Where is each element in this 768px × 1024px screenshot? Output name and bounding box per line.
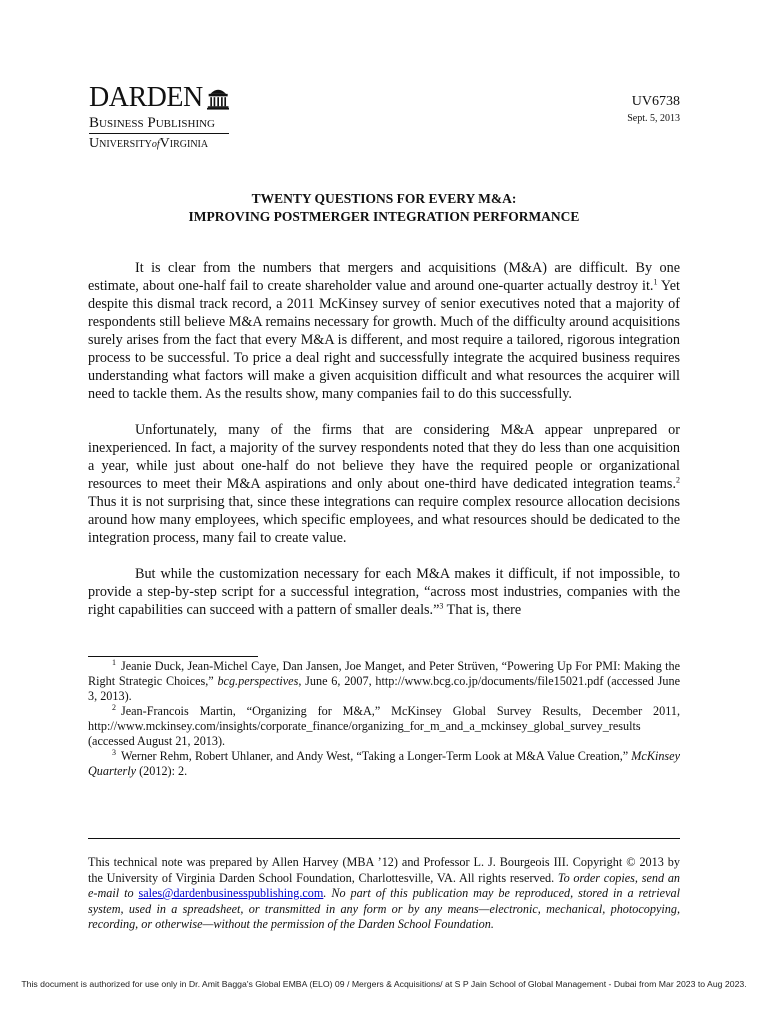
document-title [88, 190, 680, 226]
footnote-1: $^1$ Jeanie Duck, Jean-Michel Caye, Dan Jansen, Joe Manget, and Peter Strüven, “Powering Up For PMI: Making the Right Strategic Choices,” bcg.perspectives, June 6, 2007, http://www.bcg.co.jp/documents/file15021.pdf (accessed June 3, 2013). [88, 657, 680, 703]
footnote-3: $^3$ Werner Rehm, Robert Uhlaner, and Andy West, “Taking a Longer-Term Look at M&A Value Creation,” McKinsey Quarterly (2012): 2. [88, 747, 680, 778]
body-text [88, 259, 680, 637]
footnote-divider [88, 656, 258, 657]
logo-university: UniversityofVirginia [89, 136, 209, 151]
document-date: Sept. 5, 2013 [627, 113, 680, 124]
footnote-2: $^2$ Jean-Francois Martin, “Organizing for M&A,” McKinsey Global Survey Results, December 2011, http://www.mckinsey.com/insights/corporate_finance/organizing_for_m_and_a_mckinsey_global_survey_results (accessed August 21, 2013). [88, 702, 680, 748]
darden-logo [89, 84, 229, 153]
note-divider [88, 838, 680, 839]
technical-note: This technical note was prepared by Allen Harvey (MBA ’12) and Professor L. J. Bourgeois III. Copyright © 2013 by the University of Virginia Darden School Foundation, Charlottesville, VA. All rights reserved. To order copies, send an e-mail to sales@dardenbusinesspublishing.com. No part of this publication may be reproduced, stored in a retrieval system, used in a spreadsheet, or transmitted in any form or by any means—electronic, mechanical, photocopying, recording, or otherwise—without the permission of the Darden School Foundation. [88, 855, 681, 931]
document-id [627, 94, 680, 125]
logo-business-publishing: Business Publishing [89, 115, 229, 134]
footnote-ref-2: 2 [676, 475, 680, 485]
logo-wordmark: DARDEN [89, 82, 203, 113]
footnotes [88, 659, 680, 779]
title-line-2: IMPROVING POSTMERGER INTEGRATION PERFORMANCE [188, 209, 580, 224]
document-code: UV6738 [631, 94, 680, 109]
email-link[interactable]: sales@dardenbusinesspublishing.com [138, 886, 324, 900]
authorization-notice: This document is authorized for use only in Dr. Amit Bagga's Global EMBA (ELO) 09 / Mergers & Acquisitions/ at S P Jain School of Global Management - Dubai from Mar 2023 to Aug 2023. [21, 979, 747, 989]
title-line-1: TWENTY QUESTIONS FOR EVERY M&A: [251, 191, 517, 206]
paragraph-2: Unfortunately, many of the firms that are considering M&A appear unprepared or inexperienced. In fact, a majority of the survey respondents noted that they do less than one acquisition a year, while just about one-half do not believe they have the required people or organizational resources to meet their M&A aspirations and only about one-third have dedicated integration teams.$^2$ Thus it is not surprising that, since these integrations can require complex resource allocation decisions around how many employees, which specific employees, and what resources should be dedicated to the integration process, many fail to create value. [88, 422, 680, 546]
paragraph-1: It is clear from the numbers that mergers and acquisitions (M&A) are difficult. By one estimate, about one-half fail to create shareholder value and around one-quarter actually destroy it.$^1$ Yet despite this dismal track record, a 2011 McKinsey survey of senior executives noted that a majority of respondents still believe M&A remains necessary for growth. Much of the difficulty around acquisitions surely arises from the fact that every M&A is different, and most require a tailored, rigorous integration process to be successful. To price a deal right and successfully integrate the acquired business requires understanding what factors will make a given acquisition difficult and what resources the acquirer will need to tackle them. As the results show, many companies fail to do this successfully. [88, 260, 680, 402]
footnote-ref-1: 1 [653, 277, 658, 287]
paragraph-3: But while the customization necessary for each M&A makes it difficult, if not impossible, to provide a step-by-step script for a successful integration, “across most industries, companies with the right capabilities can succeed with a pattern of smaller deals.”$^3$ That is, there [88, 566, 680, 618]
footnote-ref-3: 3 [439, 601, 444, 611]
rotunda-icon [207, 84, 229, 112]
